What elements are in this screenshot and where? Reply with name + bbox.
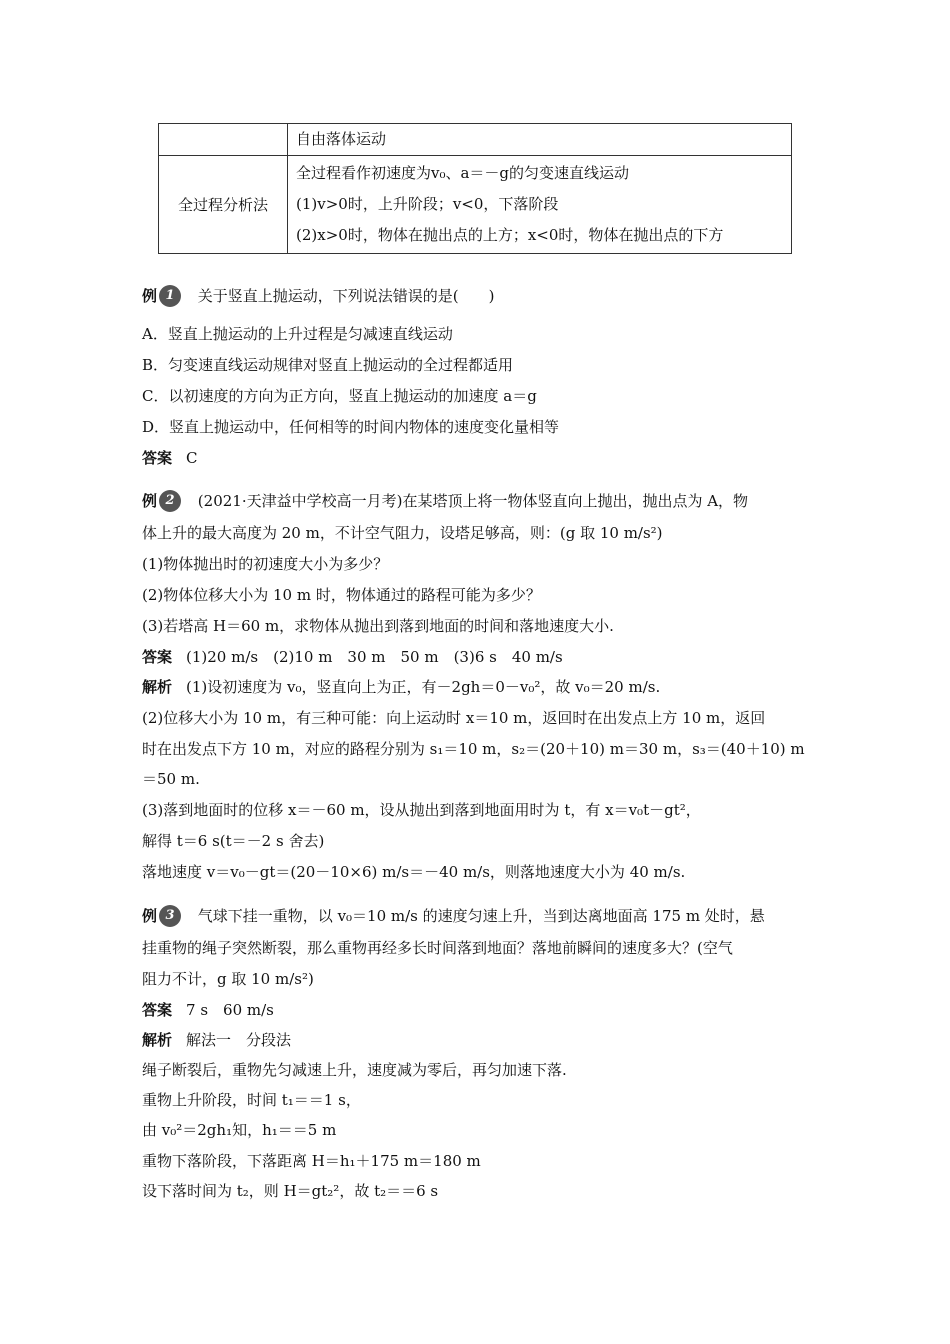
example-3-answer: 答案 7 s 60 m/s xyxy=(142,1001,274,1019)
option-c: C．以初速度的方向为正方向，竖直上抛运动的加速度 a＝g xyxy=(142,387,537,405)
example-2-analysis: 解析 (1)设初速度为 v₀，竖直向上为正，有－2gh＝0－v₀²，故 v₀＝20 m/s. xyxy=(142,678,661,696)
option-b: B．匀变速直线运动规律对竖直上抛运动的全过程都适用 xyxy=(142,356,514,374)
table-cell-free-fall: 自由落体运动 xyxy=(288,124,792,156)
analysis-line: 解得 t＝6 s(t＝－2 s 舍去) xyxy=(142,832,325,850)
example-badge: 例 3 xyxy=(142,905,181,927)
table-cell-method-desc xyxy=(288,156,792,254)
analysis-line: ＝50 m. xyxy=(142,770,200,788)
example-2-line: 例 2 (2021·天津益中学校高一月考)在某塔顶上将一物体竖直向上抛出，抛出点为 A，物 xyxy=(142,492,749,510)
analysis-line: (3)落到地面时的位移 x＝－60 m，设从抛出到落到地面用时为 t，有 x＝v₀t－gt²， xyxy=(142,801,701,819)
analysis-line: (2)位移大小为 10 m，有三种可能：向上运动时 x＝10 m，返回时在出发点上方 10 m，返回 xyxy=(142,709,766,727)
method-table xyxy=(158,123,792,254)
method-line: (2)x>0时，物体在抛出点的上方；x<0时，物体在抛出点的下方 xyxy=(296,226,724,244)
option-d: D．竖直上抛运动中，任何相等的时间内物体的速度变化量相等 xyxy=(142,418,560,436)
example-2-line: (3)若塔高 H＝60 m，求物体从抛出到落到地面的时间和落地速度大小. xyxy=(142,617,614,635)
example-2-answer: 答案 (1)20 m/s (2)10 m 30 m 50 m (3)6 s 40 m/s xyxy=(142,648,563,666)
table-cell-method-name: 全过程分析法 xyxy=(159,156,288,254)
analysis-line: 绳子断裂后，重物先匀减速上升，速度减为零后，再匀加速下落. xyxy=(142,1061,567,1079)
analysis-line: 由 v₀²＝2gh₁知，h₁＝＝5 m xyxy=(142,1121,337,1139)
method-line: (1)v>0时，上升阶段；v<0，下落阶段 xyxy=(296,195,559,213)
example-1-question: 例 1 关于竖直上抛运动，下列说法错误的是( ) xyxy=(142,287,495,305)
analysis-line: 重物下落阶段，下落距离 H＝h₁＋175 m＝180 m xyxy=(142,1152,481,1170)
method-line: 全过程看作初速度为v₀、a＝－g的匀变速直线运动 xyxy=(296,164,630,182)
example-number-icon: 3 xyxy=(159,905,181,927)
option-a: A．竖直上抛运动的上升过程是匀减速直线运动 xyxy=(142,325,453,343)
analysis-line: 设下落时间为 t₂，则 H＝gt₂²，故 t₂＝＝6 s xyxy=(142,1182,439,1200)
example-3-line: 阻力不计，g 取 10 m/s²) xyxy=(142,970,314,988)
example-number-icon: 1 xyxy=(159,285,181,307)
example-2-line: (1)物体抛出时的初速度大小为多少？ xyxy=(142,555,389,573)
analysis-line: 时在出发点下方 10 m，对应的路程分别为 s₁＝10 m，s₂＝(20＋10) m＝30 m，s₃＝(40＋10) m xyxy=(142,740,805,758)
example-2-line: 体上升的最大高度为 20 m，不计空气阻力，设塔足够高，则：(g 取 10 m/s²) xyxy=(142,524,663,542)
analysis-line: 重物上升阶段，时间 t₁＝＝1 s， xyxy=(142,1091,361,1109)
table-row xyxy=(159,156,792,254)
example-badge: 例 1 xyxy=(142,285,181,307)
example-3-line: 例 3 气球下挂一重物，以 v₀＝10 m/s 的速度匀速上升，当到达离地面高 175 m 处时，悬 xyxy=(142,907,765,925)
example-badge: 例 2 xyxy=(142,490,181,512)
table-cell-empty xyxy=(159,124,288,156)
example-3-analysis: 解析 解法一 分段法 xyxy=(142,1031,292,1049)
example-1-answer: 答案 C xyxy=(142,449,198,467)
example-2-line: (2)物体位移大小为 10 m 时，物体通过的路程可能为多少？ xyxy=(142,586,541,604)
example-number-icon: 2 xyxy=(159,490,181,512)
table-row xyxy=(159,124,792,156)
analysis-line: 落地速度 v＝v₀－gt＝(20－10×6) m/s＝－40 m/s，则落地速度大小为 40 m/s. xyxy=(142,863,686,881)
example-3-line: 挂重物的绳子突然断裂，那么重物再经多长时间落到地面？落地前瞬间的速度多大？(空气 xyxy=(142,939,733,957)
